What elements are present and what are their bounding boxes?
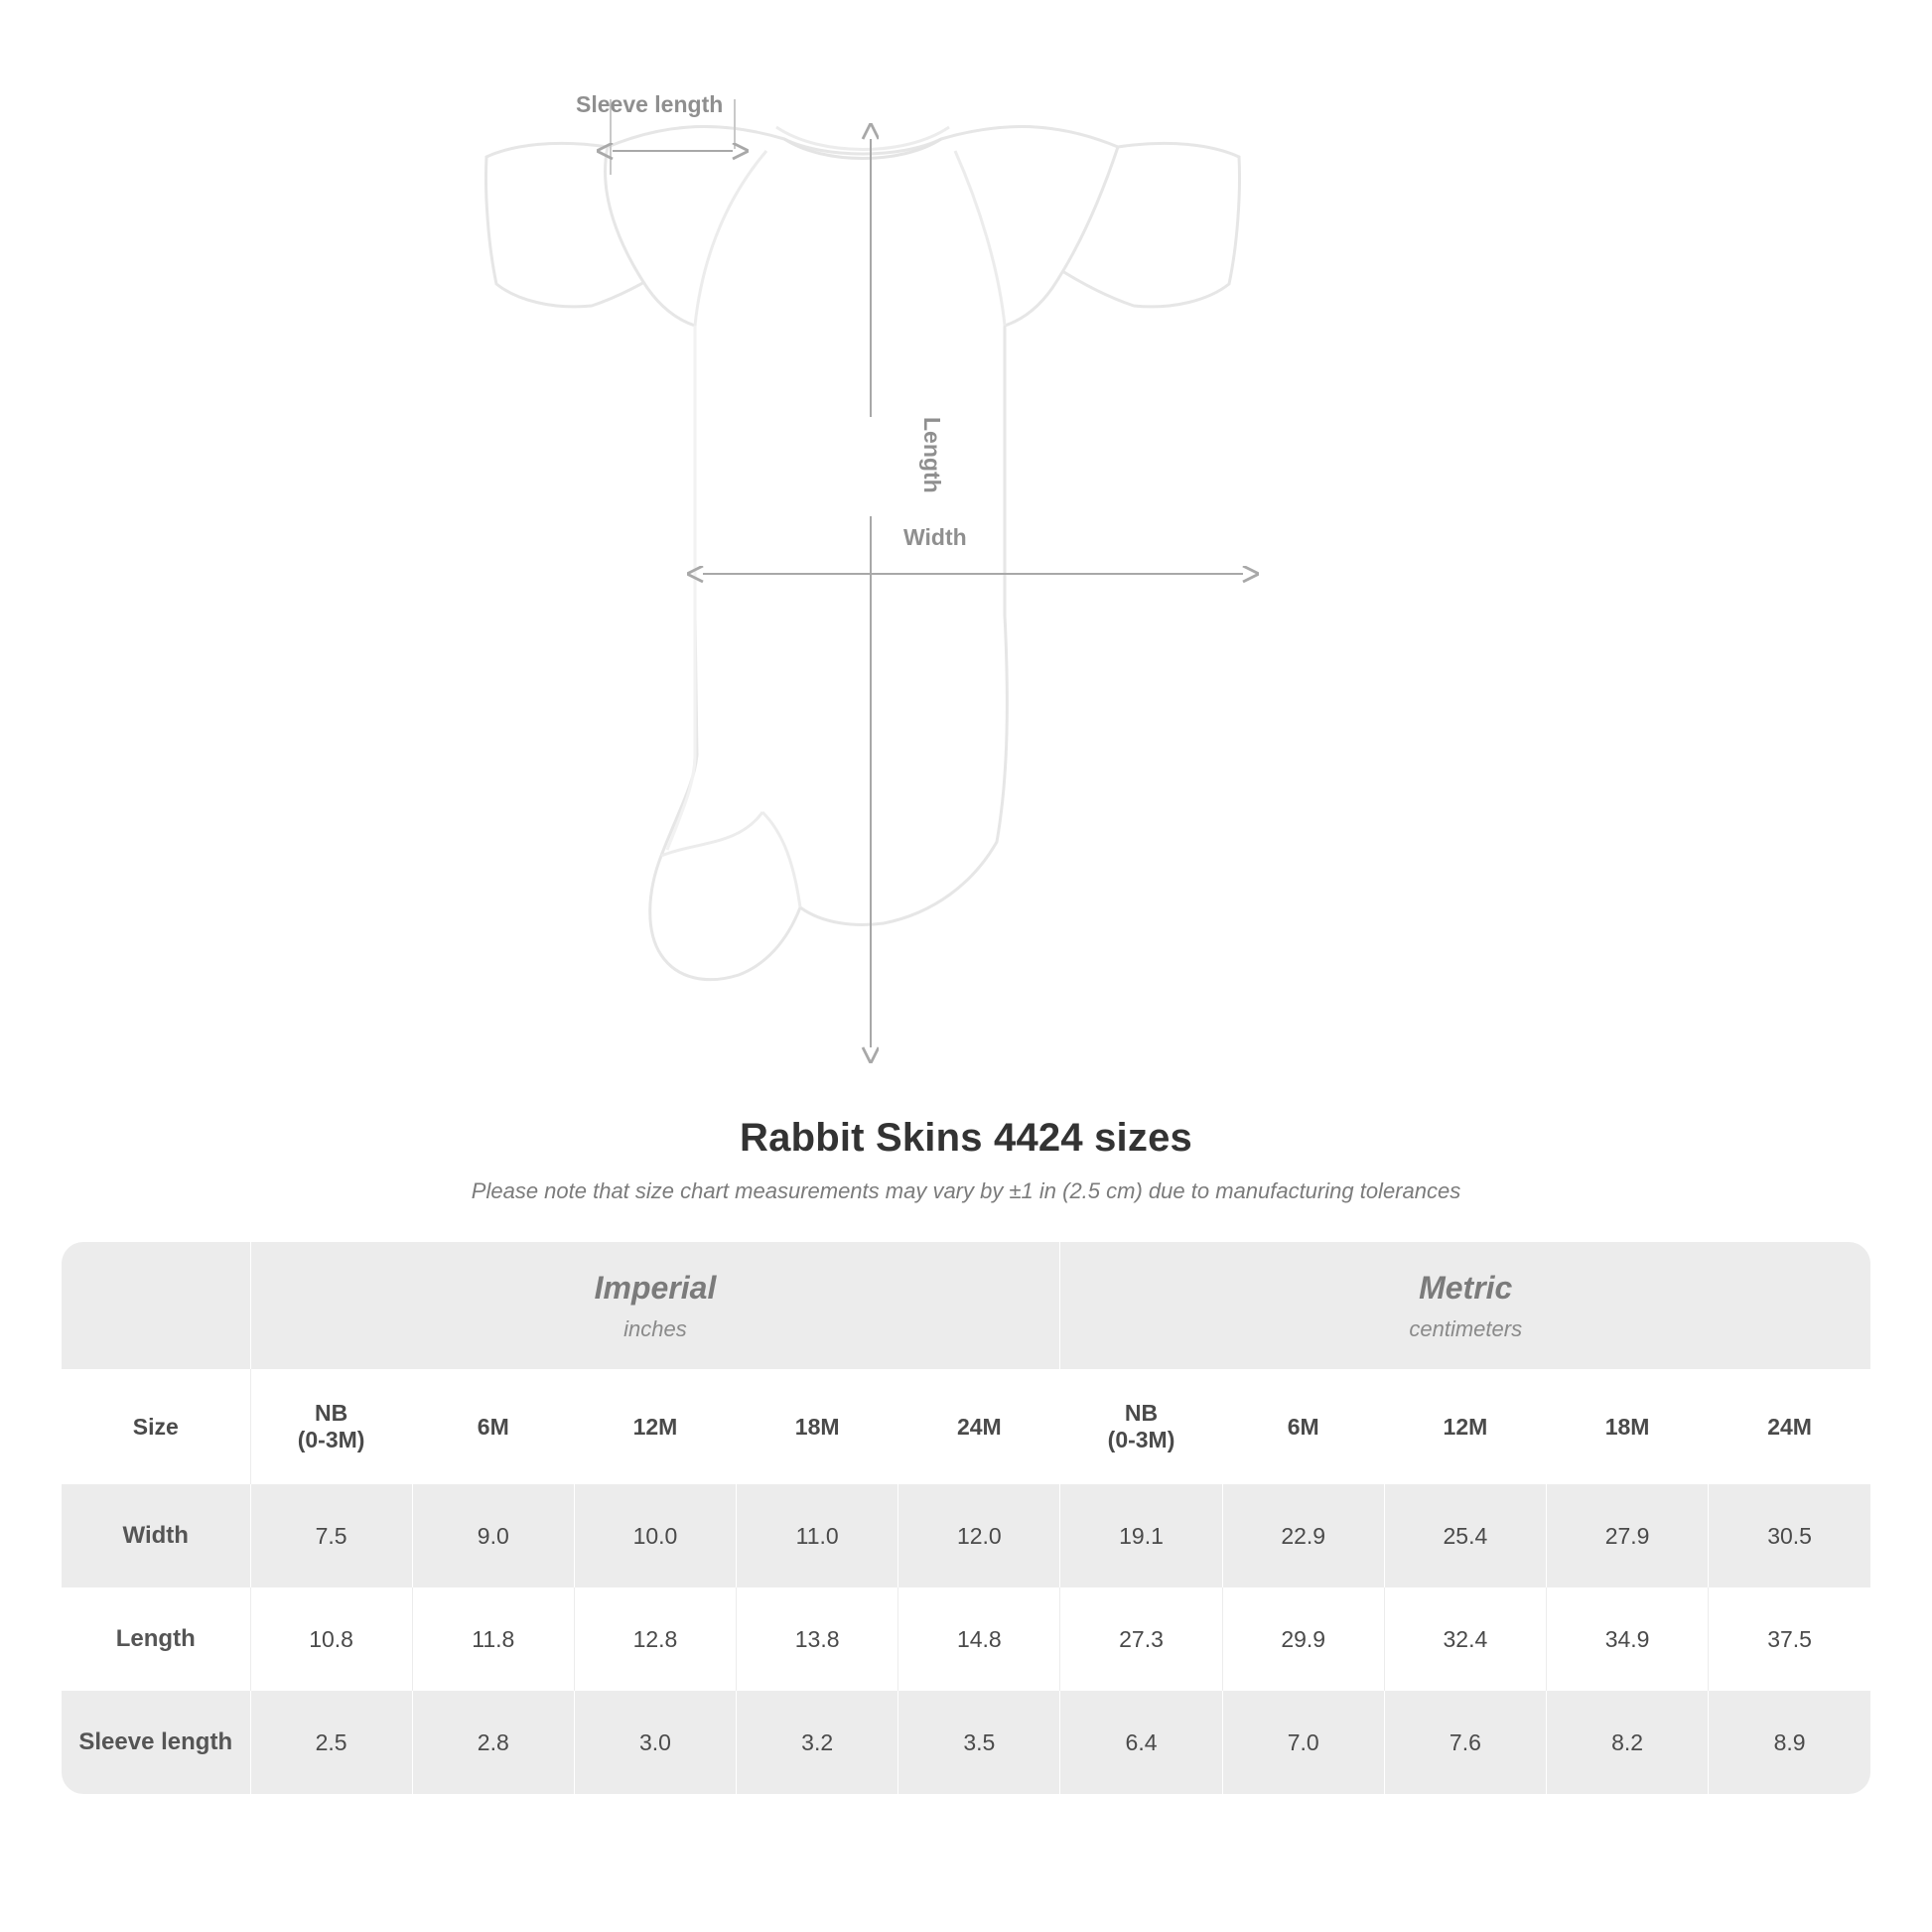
row-label-length: Length	[62, 1587, 250, 1691]
cell-sleeve-24m-in: 3.5	[898, 1691, 1060, 1794]
corner-blank-cell	[62, 1242, 250, 1369]
cell-length-24m-in: 14.8	[898, 1587, 1060, 1691]
system-imperial-name: Imperial	[594, 1269, 717, 1306]
cell-width-18m-in: 11.0	[737, 1484, 898, 1587]
table-row	[62, 1587, 1870, 1691]
size-header-row	[62, 1369, 1870, 1484]
size-header-nb-imperial	[250, 1369, 412, 1484]
cell-length-6m-cm: 29.9	[1222, 1587, 1384, 1691]
size-label-cell: Size	[62, 1369, 250, 1484]
size-header-12m-metric: 12M	[1384, 1369, 1546, 1484]
size-table-wrapper	[62, 1242, 1870, 1794]
size-header-6m-imperial: 6M	[412, 1369, 574, 1484]
cell-width-12m-cm: 25.4	[1384, 1484, 1546, 1587]
bodysuit-shape	[485, 127, 1239, 980]
cell-sleeve-nb-cm: 6.4	[1060, 1691, 1222, 1794]
cell-sleeve-18m-cm: 8.2	[1547, 1691, 1709, 1794]
cell-length-24m-cm: 37.5	[1709, 1587, 1870, 1691]
cell-length-18m-in: 13.8	[737, 1587, 898, 1691]
cell-length-12m-cm: 32.4	[1384, 1587, 1546, 1691]
cell-sleeve-18m-in: 3.2	[737, 1691, 898, 1794]
size-header-6m-metric: 6M	[1222, 1369, 1384, 1484]
page-title: Rabbit Skins 4424 sizes	[740, 1116, 1192, 1160]
system-imperial	[250, 1242, 1060, 1369]
tolerance-note: Please note that size chart measurements may vary by ±1 in (2.5 cm) due to manufacturing tolerances	[471, 1178, 1461, 1203]
cell-width-12m-in: 10.0	[574, 1484, 736, 1587]
size-header-nb-metric	[1060, 1369, 1222, 1484]
cell-length-nb-in: 10.8	[250, 1587, 412, 1691]
cell-length-nb-cm: 27.3	[1060, 1587, 1222, 1691]
cell-width-nb-in: 7.5	[250, 1484, 412, 1587]
cell-sleeve-12m-cm: 7.6	[1384, 1691, 1546, 1794]
size-main: NB	[314, 1400, 348, 1426]
cell-length-18m-cm: 34.9	[1547, 1587, 1709, 1691]
cell-width-6m-in: 9.0	[412, 1484, 574, 1587]
cell-sleeve-nb-in: 2.5	[250, 1691, 412, 1794]
size-header-24m-metric: 24M	[1709, 1369, 1870, 1484]
cell-sleeve-6m-cm: 7.0	[1222, 1691, 1384, 1794]
system-metric	[1060, 1242, 1870, 1369]
row-label-sleeve-length: Sleeve length	[62, 1691, 250, 1794]
size-header-12m-imperial: 12M	[574, 1369, 736, 1484]
size-main: NB	[1124, 1400, 1159, 1426]
cell-sleeve-24m-cm: 8.9	[1709, 1691, 1870, 1794]
size-table	[62, 1242, 1870, 1794]
size-header-18m-metric: 18M	[1547, 1369, 1709, 1484]
cell-sleeve-12m-in: 3.0	[574, 1691, 736, 1794]
system-metric-unit: centimeters	[1409, 1315, 1523, 1341]
size-header-18m-imperial: 18M	[737, 1369, 898, 1484]
table-row	[62, 1484, 1870, 1587]
cell-width-nb-cm: 19.1	[1060, 1484, 1222, 1587]
system-imperial-unit: inches	[623, 1315, 687, 1341]
title-block	[0, 1116, 1932, 1204]
size-sub: (0-3M)	[1107, 1427, 1175, 1452]
cell-width-24m-cm: 30.5	[1709, 1484, 1870, 1587]
cell-width-24m-in: 12.0	[898, 1484, 1060, 1587]
cell-width-18m-cm: 27.9	[1547, 1484, 1709, 1587]
size-header-24m-imperial: 24M	[898, 1369, 1060, 1484]
system-metric-name: Metric	[1419, 1269, 1513, 1306]
cell-sleeve-6m-in: 2.8	[412, 1691, 574, 1794]
table-row	[62, 1691, 1870, 1794]
length-label: Length	[919, 417, 945, 493]
width-label: Width	[903, 524, 967, 550]
sleeve-length-label: Sleeve length	[576, 91, 724, 117]
cell-width-6m-cm: 22.9	[1222, 1484, 1384, 1587]
cell-length-6m-in: 11.8	[412, 1587, 574, 1691]
size-sub: (0-3M)	[297, 1427, 365, 1452]
cell-length-12m-in: 12.8	[574, 1587, 736, 1691]
system-header-row	[62, 1242, 1870, 1369]
row-label-width: Width	[62, 1484, 250, 1587]
